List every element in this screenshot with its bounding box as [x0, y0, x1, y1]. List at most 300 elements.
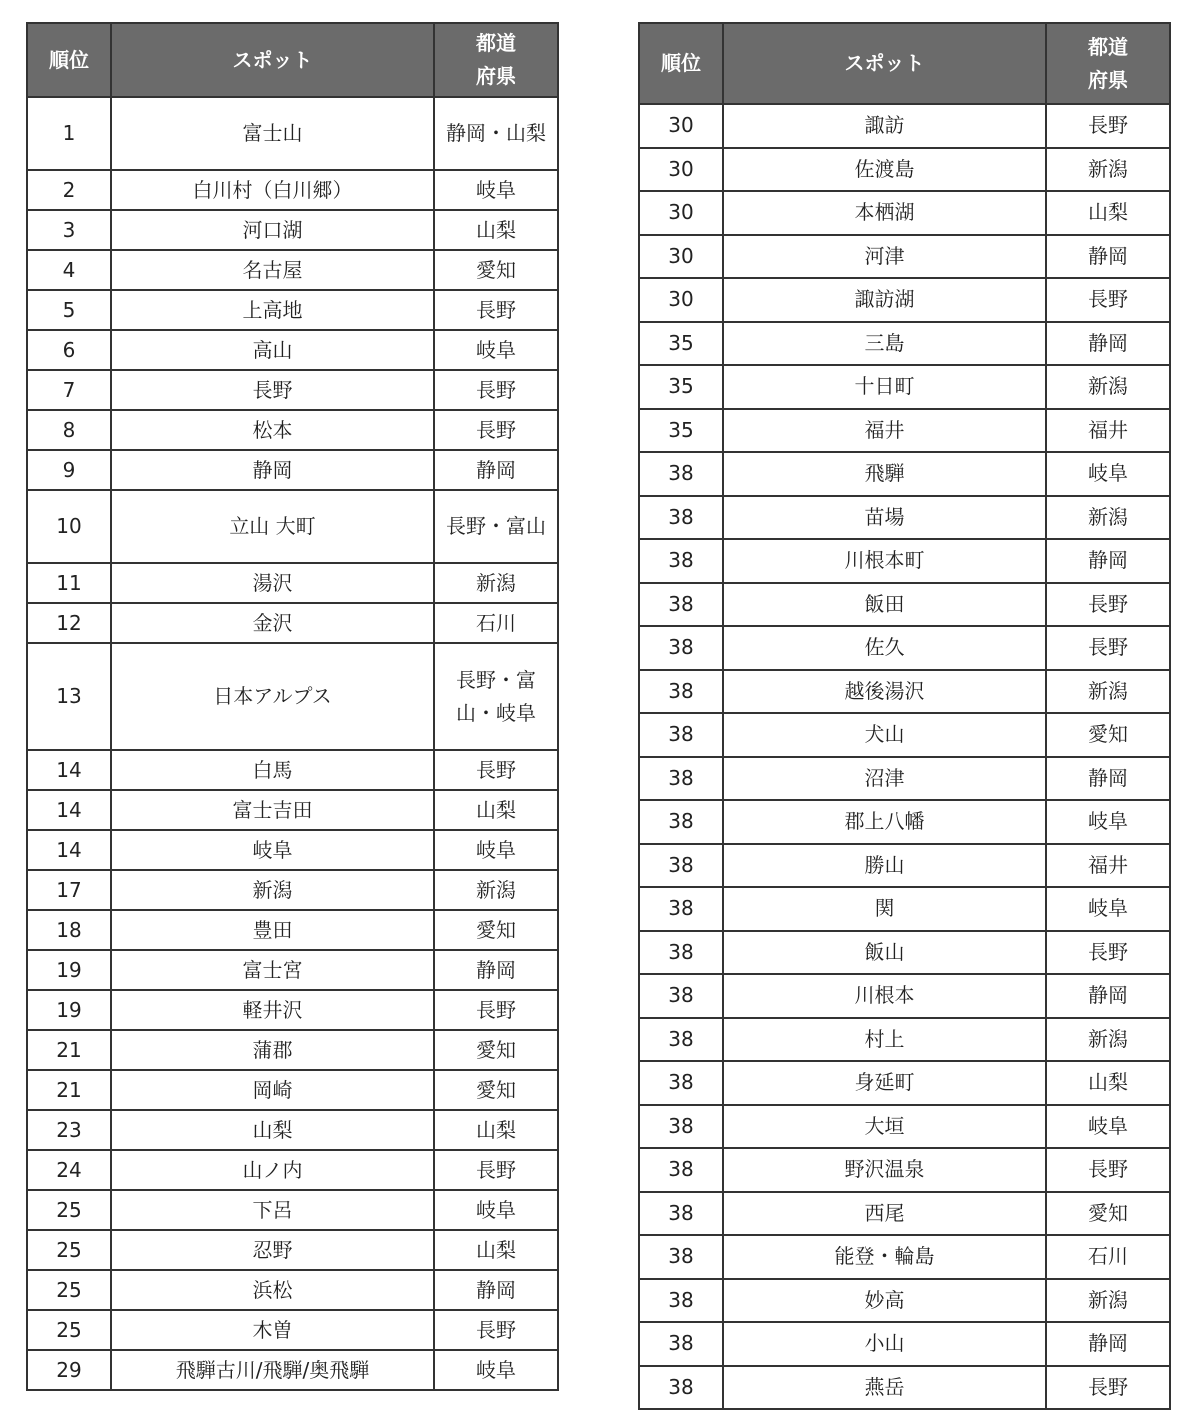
prefecture-label: 静岡: [1088, 983, 1128, 1008]
prefecture-cell: [1046, 1279, 1170, 1323]
spot-cell: 河口湖: [111, 210, 434, 250]
table-row: [27, 563, 558, 603]
spot-header: スポット: [111, 23, 434, 97]
table-row: [639, 1322, 1170, 1366]
prefecture-cell: [434, 97, 558, 170]
rank-cell: 24: [27, 1150, 111, 1190]
rank-cell: 38: [639, 713, 723, 757]
prefecture-label: 長野・富山・岐阜: [456, 667, 536, 725]
table-row: [639, 539, 1170, 583]
table-row: [27, 1310, 558, 1350]
rank-cell: 25: [27, 1310, 111, 1350]
prefecture-label: 長野: [476, 1157, 516, 1182]
prefecture-label: 岐阜: [476, 837, 516, 862]
spot-cell: 軽井沢: [111, 990, 434, 1030]
prefecture-label: 山梨: [1088, 1070, 1128, 1095]
table-row: [639, 452, 1170, 496]
prefecture-cell: [1046, 974, 1170, 1018]
table-row: [27, 750, 558, 790]
table-row: [27, 1110, 558, 1150]
spot-cell: 忍野: [111, 1230, 434, 1270]
prefecture-cell: [1046, 1366, 1170, 1410]
prefecture-cell: [1046, 1018, 1170, 1062]
prefecture-cell: [1046, 496, 1170, 540]
prefecture-label: 岐阜: [1088, 809, 1128, 834]
prefecture-cell: [434, 410, 558, 450]
spot-cell: 金沢: [111, 603, 434, 643]
prefecture-label: 愛知: [476, 917, 516, 942]
table-row: [639, 278, 1170, 322]
prefecture-cell: [1046, 148, 1170, 192]
table-row: [639, 974, 1170, 1018]
table-row: [639, 713, 1170, 757]
prefecture-cell: [1046, 757, 1170, 801]
prefecture-label: 愛知: [1088, 1200, 1128, 1225]
rank-cell: 17: [27, 870, 111, 910]
rank-header: 順位: [27, 23, 111, 97]
prefecture-label: 岐阜: [476, 177, 516, 202]
prefecture-cell: [1046, 1322, 1170, 1366]
spot-cell: 本栖湖: [723, 191, 1046, 235]
prefecture-label: 新潟: [1088, 504, 1128, 529]
rank-cell: 38: [639, 539, 723, 583]
spot-cell: 川根本: [723, 974, 1046, 1018]
table-row: [639, 1192, 1170, 1236]
prefecture-cell: [1046, 1148, 1170, 1192]
spot-cell: 諏訪: [723, 104, 1046, 148]
table-row: [639, 887, 1170, 931]
spot-cell: 富士山: [111, 97, 434, 170]
table-row: [27, 290, 558, 330]
prefecture-cell: [434, 250, 558, 290]
prefecture-cell: [1046, 887, 1170, 931]
table-row: [27, 210, 558, 250]
rank-cell: 30: [639, 104, 723, 148]
prefecture-label: 山梨: [476, 797, 516, 822]
rank-cell: 14: [27, 790, 111, 830]
rank-cell: 38: [639, 1061, 723, 1105]
rank-header: 順位: [639, 23, 723, 104]
prefecture-cell: [434, 450, 558, 490]
spot-cell: 立山 大町: [111, 490, 434, 563]
spot-cell: 白馬: [111, 750, 434, 790]
spot-cell: 河津: [723, 235, 1046, 279]
prefecture-cell: [434, 1230, 558, 1270]
prefecture-label: 山梨: [476, 1237, 516, 1262]
prefecture-label: 岐阜: [476, 337, 516, 362]
spot-cell: 沼津: [723, 757, 1046, 801]
spot-cell: 燕岳: [723, 1366, 1046, 1410]
rank-cell: 21: [27, 1030, 111, 1070]
prefecture-cell: [1046, 191, 1170, 235]
prefecture-label: 静岡・山梨: [446, 121, 546, 145]
rank-cell: 12: [27, 603, 111, 643]
prefecture-cell: [434, 910, 558, 950]
spot-cell: 高山: [111, 330, 434, 370]
prefecture-label: 長野: [1088, 591, 1128, 616]
rank-cell: 38: [639, 887, 723, 931]
rank-cell: 14: [27, 830, 111, 870]
spot-cell: 静岡: [111, 450, 434, 490]
spot-cell: 郡上八幡: [723, 800, 1046, 844]
prefecture-label: 長野: [476, 1317, 516, 1342]
rank-cell: 38: [639, 496, 723, 540]
table-row: [27, 910, 558, 950]
table-row: [27, 603, 558, 643]
prefecture-cell: [1046, 409, 1170, 453]
table-row: [27, 330, 558, 370]
prefecture-label: 愛知: [476, 1077, 516, 1102]
table-row: [27, 1190, 558, 1230]
table-row: [639, 148, 1170, 192]
spot-cell: 名古屋: [111, 250, 434, 290]
table-row: [639, 844, 1170, 888]
prefecture-cell: [1046, 1235, 1170, 1279]
prefecture-label: 静岡: [1088, 548, 1128, 573]
prefecture-label: 愛知: [1088, 722, 1128, 747]
prefecture-cell: [434, 330, 558, 370]
rank-cell: 3: [27, 210, 111, 250]
rank-cell: 25: [27, 1190, 111, 1230]
spot-cell: 富士宮: [111, 950, 434, 990]
rank-cell: 38: [639, 583, 723, 627]
prefecture-cell: [1046, 713, 1170, 757]
spot-cell: 勝山: [723, 844, 1046, 888]
spot-cell: 白川村（白川郷）: [111, 170, 434, 210]
spot-cell: 越後湯沢: [723, 670, 1046, 714]
prefecture-label: 岐阜: [476, 1357, 516, 1382]
prefecture-label: 長野: [1088, 939, 1128, 964]
spot-cell: 上高地: [111, 290, 434, 330]
table-row: [639, 322, 1170, 366]
spot-cell: 関: [723, 887, 1046, 931]
rank-cell: 38: [639, 1018, 723, 1062]
table-row: [27, 1070, 558, 1110]
prefecture-label: 新潟: [1088, 156, 1128, 181]
rank-cell: 38: [639, 800, 723, 844]
table-row: [639, 104, 1170, 148]
prefecture-cell: [1046, 1192, 1170, 1236]
prefecture-cell: [434, 210, 558, 250]
spot-cell: 犬山: [723, 713, 1046, 757]
prefecture-label: 長野: [1088, 113, 1128, 138]
prefecture-cell: [434, 950, 558, 990]
prefecture-cell: [434, 170, 558, 210]
prefecture-label: 静岡: [1088, 1331, 1128, 1356]
prefecture-label: 長野: [1088, 287, 1128, 312]
rank-cell: 38: [639, 1279, 723, 1323]
prefecture-cell: [434, 1310, 558, 1350]
rank-cell: 4: [27, 250, 111, 290]
spot-cell: 小山: [723, 1322, 1046, 1366]
table-row: [639, 757, 1170, 801]
prefecture-label: 新潟: [1088, 678, 1128, 703]
prefecture-label: 長野: [476, 417, 516, 442]
prefecture-label: 岐阜: [1088, 461, 1128, 486]
rank-cell: 11: [27, 563, 111, 603]
prefecture-cell: [434, 990, 558, 1030]
spot-cell: 飯山: [723, 931, 1046, 975]
prefecture-cell: [1046, 365, 1170, 409]
table-row: [639, 1061, 1170, 1105]
spot-cell: 松本: [111, 410, 434, 450]
table-row: [27, 170, 558, 210]
table-row: [639, 1018, 1170, 1062]
table-row: [27, 97, 558, 170]
prefecture-cell: [434, 1190, 558, 1230]
prefecture-cell: [1046, 800, 1170, 844]
table-row: [639, 1148, 1170, 1192]
rank-cell: 38: [639, 1192, 723, 1236]
rank-cell: 35: [639, 322, 723, 366]
prefecture-header: [1046, 23, 1170, 104]
rank-cell: 18: [27, 910, 111, 950]
rank-cell: 5: [27, 290, 111, 330]
prefecture-label: 新潟: [476, 570, 516, 595]
spot-cell: 蒲郡: [111, 1030, 434, 1070]
rank-cell: 38: [639, 974, 723, 1018]
spot-cell: 飯田: [723, 583, 1046, 627]
rank-cell: 30: [639, 191, 723, 235]
prefecture-label: 静岡: [476, 1277, 516, 1302]
rank-cell: 38: [639, 931, 723, 975]
prefecture-label: 岐阜: [1088, 896, 1128, 921]
rank-cell: 38: [639, 1366, 723, 1410]
table-row: [27, 950, 558, 990]
spot-cell: 湯沢: [111, 563, 434, 603]
prefecture-label: 新潟: [476, 877, 516, 902]
table-row: [639, 1105, 1170, 1149]
prefecture-label: 岐阜: [1088, 1113, 1128, 1138]
prefecture-label: 石川: [476, 610, 516, 635]
prefecture-cell: [1046, 670, 1170, 714]
prefecture-cell: [434, 643, 558, 750]
spot-cell: 豊田: [111, 910, 434, 950]
rank-cell: 10: [27, 490, 111, 563]
rank-cell: 25: [27, 1270, 111, 1310]
spot-cell: 飛騨: [723, 452, 1046, 496]
rank-cell: 23: [27, 1110, 111, 1150]
spot-cell: 山梨: [111, 1110, 434, 1150]
rank-cell: 38: [639, 757, 723, 801]
table-row: [27, 990, 558, 1030]
prefecture-cell: [434, 603, 558, 643]
rank-cell: 38: [639, 844, 723, 888]
table-row: [639, 1279, 1170, 1323]
rank-cell: 38: [639, 1105, 723, 1149]
spot-cell: 苗場: [723, 496, 1046, 540]
rank-cell: 30: [639, 235, 723, 279]
prefecture-label: 愛知: [476, 1037, 516, 1062]
prefecture-cell: [434, 1030, 558, 1070]
prefecture-cell: [1046, 931, 1170, 975]
prefecture-header: [434, 23, 558, 97]
rank-cell: 6: [27, 330, 111, 370]
rank-cell: 14: [27, 750, 111, 790]
prefecture-label: 山梨: [476, 217, 516, 242]
prefecture-cell: [434, 750, 558, 790]
rank-cell: 38: [639, 626, 723, 670]
prefecture-cell: [434, 1150, 558, 1190]
prefecture-cell: [434, 1350, 558, 1390]
rank-cell: 19: [27, 950, 111, 990]
table-row: [27, 410, 558, 450]
prefecture-cell: [1046, 1061, 1170, 1105]
rank-cell: 21: [27, 1070, 111, 1110]
table-row: [27, 1150, 558, 1190]
rank-cell: 25: [27, 1230, 111, 1270]
prefecture-cell: [1046, 322, 1170, 366]
spot-cell: 新潟: [111, 870, 434, 910]
prefecture-label: 愛知: [476, 257, 516, 282]
table-row: [639, 931, 1170, 975]
table-row: [27, 370, 558, 410]
prefecture-cell: [434, 370, 558, 410]
rank-cell: 13: [27, 643, 111, 750]
prefecture-cell: [434, 830, 558, 870]
rank-cell: 35: [639, 409, 723, 453]
prefecture-label: 新潟: [1088, 374, 1128, 399]
prefecture-label: 長野: [1088, 635, 1128, 660]
rank-cell: 19: [27, 990, 111, 1030]
prefecture-cell: [1046, 452, 1170, 496]
prefecture-label: 長野: [476, 297, 516, 322]
prefecture-label: 静岡: [1088, 765, 1128, 790]
spot-cell: 飛騨古川/飛騨/奥飛騨: [111, 1350, 434, 1390]
rank-cell: 9: [27, 450, 111, 490]
spot-cell: 山ノ内: [111, 1150, 434, 1190]
table-row: [27, 1350, 558, 1390]
prefecture-label: 長野: [1088, 1157, 1128, 1182]
prefecture-cell: [1046, 1105, 1170, 1149]
prefecture-cell: [1046, 278, 1170, 322]
prefecture-cell: [434, 490, 558, 563]
prefecture-label: 新潟: [1088, 1026, 1128, 1051]
spot-cell: 浜松: [111, 1270, 434, 1310]
spot-cell: 村上: [723, 1018, 1046, 1062]
prefecture-cell: [434, 870, 558, 910]
rank-cell: 35: [639, 365, 723, 409]
ranking-table-right: [638, 22, 1171, 1410]
prefecture-cell: [434, 790, 558, 830]
table-row: [639, 409, 1170, 453]
table-header-row: [639, 23, 1170, 104]
rank-cell: 38: [639, 1322, 723, 1366]
prefecture-label: 長野: [476, 757, 516, 782]
prefecture-cell: [1046, 104, 1170, 148]
rank-cell: 38: [639, 670, 723, 714]
spot-cell: 木曽: [111, 1310, 434, 1350]
table-row: [27, 490, 558, 563]
rank-cell: 7: [27, 370, 111, 410]
spot-cell: 三島: [723, 322, 1046, 366]
prefecture-label: 静岡: [476, 957, 516, 982]
table-row: [639, 583, 1170, 627]
prefecture-cell: [434, 1270, 558, 1310]
table-row: [27, 1230, 558, 1270]
rank-cell: 30: [639, 148, 723, 192]
prefecture-cell: [1046, 626, 1170, 670]
table-row: [27, 870, 558, 910]
table-row: [639, 235, 1170, 279]
ranking-table-left: [26, 22, 559, 1391]
prefecture-label: 静岡: [476, 457, 516, 482]
table-row: [639, 365, 1170, 409]
prefecture-cell: [1046, 235, 1170, 279]
rank-cell: 30: [639, 278, 723, 322]
spot-cell: 日本アルプス: [111, 643, 434, 750]
spot-cell: 岡崎: [111, 1070, 434, 1110]
table-row: [27, 1270, 558, 1310]
rank-cell: 38: [639, 452, 723, 496]
spot-cell: 長野: [111, 370, 434, 410]
prefecture-cell: [1046, 844, 1170, 888]
spot-cell: 富士吉田: [111, 790, 434, 830]
table-row: [27, 250, 558, 290]
prefecture-cell: [434, 1070, 558, 1110]
prefecture-label: 石川: [1088, 1244, 1128, 1269]
rank-cell: 2: [27, 170, 111, 210]
table-header-row: [27, 23, 558, 97]
rank-cell: 38: [639, 1148, 723, 1192]
prefecture-label: 福井: [1088, 852, 1128, 877]
prefecture-cell: [434, 563, 558, 603]
prefecture-label: 新潟: [1088, 1287, 1128, 1312]
spot-cell: 佐久: [723, 626, 1046, 670]
prefecture-cell: [1046, 583, 1170, 627]
prefecture-label: 長野: [1088, 1374, 1128, 1399]
table-row: [27, 830, 558, 870]
spot-cell: 西尾: [723, 1192, 1046, 1236]
table-row: [639, 1235, 1170, 1279]
table-row: [27, 450, 558, 490]
rank-cell: 29: [27, 1350, 111, 1390]
spot-cell: 妙高: [723, 1279, 1046, 1323]
prefecture-label: 山梨: [476, 1117, 516, 1142]
table-row: [639, 496, 1170, 540]
spot-cell: 大垣: [723, 1105, 1046, 1149]
rank-cell: 38: [639, 1235, 723, 1279]
table-row: [639, 1366, 1170, 1410]
prefecture-label: 長野: [476, 377, 516, 402]
rank-cell: 8: [27, 410, 111, 450]
prefecture-header-label: 都道 府県: [1088, 34, 1128, 92]
prefecture-cell: [434, 1110, 558, 1150]
prefecture-label: 長野: [476, 997, 516, 1022]
rank-cell: 1: [27, 97, 111, 170]
spot-cell: 野沢温泉: [723, 1148, 1046, 1192]
spot-header: スポット: [723, 23, 1046, 104]
prefecture-label: 長野・富山: [446, 514, 546, 538]
table-row: [27, 1030, 558, 1070]
table-row: [27, 790, 558, 830]
spot-cell: 身延町: [723, 1061, 1046, 1105]
prefecture-label: 山梨: [1088, 200, 1128, 225]
table-row: [27, 643, 558, 750]
spot-cell: 下呂: [111, 1190, 434, 1230]
table-row: [639, 191, 1170, 235]
spot-cell: 岐阜: [111, 830, 434, 870]
prefecture-header-label: 都道 府県: [476, 31, 516, 88]
spot-cell: 福井: [723, 409, 1046, 453]
spot-cell: 川根本町: [723, 539, 1046, 583]
prefecture-label: 岐阜: [476, 1197, 516, 1222]
spot-cell: 佐渡島: [723, 148, 1046, 192]
prefecture-cell: [434, 290, 558, 330]
spot-cell: 十日町: [723, 365, 1046, 409]
spot-cell: 能登・輪島: [723, 1235, 1046, 1279]
table-row: [639, 626, 1170, 670]
